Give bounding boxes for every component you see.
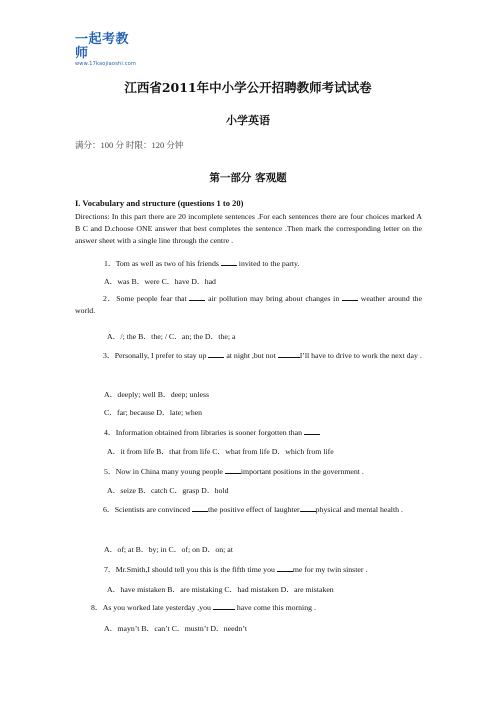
question-7-options: A．have mistaken B．are mistaking C．had mistaken D．are mistaken: [107, 585, 334, 594]
logo-name: 一起考教师: [75, 32, 130, 61]
section-title: I. Vocabulary and structure (questions 1 to 20): [75, 198, 244, 208]
question-1: 1．Tom as well as two of his friends invited to the party.: [104, 259, 300, 268]
directions: Directions: In this part there are 20 incomplete sentences .For each sentences there are four choices marked A B C and D.choose ONE answer that best completes the sentence .Then mark the corresponding letter on the answer sheet with a single line through the centre .: [75, 212, 422, 245]
logo: [75, 33, 141, 67]
answer-blank: [208, 350, 224, 358]
question-3-options-b: C．far; because D．late; when: [104, 408, 203, 417]
question-8: 8．As you worked late yesterday ,you have come this morning .: [91, 603, 316, 612]
question-1-options: A．was B．were C．have D．had: [104, 277, 216, 286]
answer-blank: [278, 350, 300, 358]
answer-blank: [192, 504, 208, 512]
exam-title: 江西省2011年中小学公开招聘教师考试试卷: [124, 80, 372, 95]
logo-url: www.17kaojiaoshi.com: [75, 61, 137, 67]
answer-blank: [189, 293, 205, 301]
answer-blank: [277, 564, 293, 572]
answer-blank: [304, 427, 320, 435]
question-6-options: A．of; at B．by; in C．of; on D．on; at: [104, 545, 233, 554]
question-7: 7．Mr.Smith,I should tell you this is the fifth time you me for my twin sinster .: [104, 565, 368, 574]
answer-blank: [221, 258, 237, 266]
question-3-options-a: A．deeply; well B．deep; unless: [104, 390, 210, 399]
question-6: 6．Scientists are convinced the positive effect of laughter physical and mental health .: [103, 505, 403, 514]
question-4-options: A．it from life B．that from life C．what from life D．which from life: [107, 447, 334, 456]
question-2: 2．Some people fear that air pollution may bring about changes in weather around the world.: [75, 294, 422, 315]
answer-blank: [300, 504, 316, 512]
answer-blank: [342, 293, 358, 301]
question-5-options: A．seize B．catch C．grasp D．hold: [107, 486, 229, 495]
question-2-options: A．/; the B．the; / C．an; the D．the; a: [107, 332, 236, 341]
part-title: 第一部分 客观题: [209, 172, 287, 184]
question-3: 3．Personally, I prefer to stay up at night ,but not I’ll have to drive to work the next day .: [103, 351, 422, 360]
score-line: 满分：100 分 时限：120 分钟: [75, 140, 184, 150]
question-8-options: A．mayn’t B．can’t C．mustn’t D．needn’t: [104, 624, 248, 633]
subject-title: 小学英语: [226, 114, 270, 127]
question-5: 5．Now in China many young people important positions in the government .: [104, 467, 364, 476]
answer-blank: [213, 602, 235, 610]
question-4: 4．Information obtained from libraries is sooner forgotten than: [104, 427, 320, 438]
answer-blank: [225, 466, 241, 474]
